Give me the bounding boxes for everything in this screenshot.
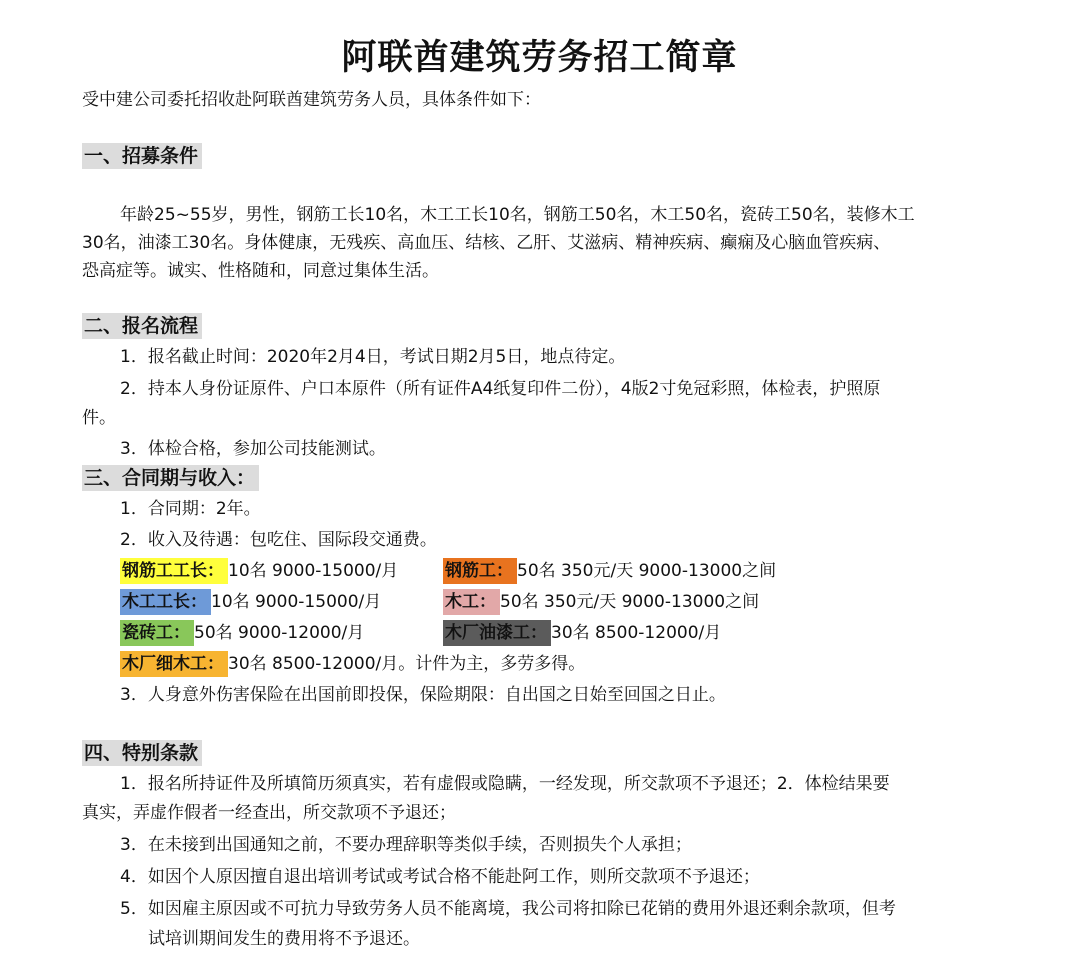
job-label-highlight: 木厂油漆工：	[443, 620, 551, 646]
section4-line-3: 3．在未接到出国通知之前，不要办理辞职等类似手续，否则损失个人承担；	[120, 835, 692, 855]
section4-line-5: 5．如因雇主原因或不可抗力导致劳务人员不能离境，我公司将扣除已花销的费用外退还剩余款项，但考	[120, 899, 896, 919]
page-title: 阿联酋建筑劳务招工简章	[341, 38, 738, 78]
job-rebar-foreman	[120, 558, 398, 584]
section1-line-3: 恐高症等。诚实、性格随和，同意过集体生活。	[82, 261, 439, 281]
job-painter	[443, 620, 721, 646]
job-label-highlight: 钢筋工工长：	[120, 558, 228, 584]
section4-line-2: 真实，弄虚作假者一经查出，所交款项不予退还；	[82, 803, 456, 823]
job-tiler	[120, 620, 364, 646]
section1-heading: 一、招募条件	[82, 143, 202, 169]
job-fine-carpenter	[120, 651, 585, 677]
section3-item-1: 1．合同期：2年。	[120, 499, 261, 519]
section1-line-1: 年龄25~55岁，男性，钢筋工长10名，木工工长10名，钢筋工50名，木工50名，瓷砖工50名，装修木工	[120, 205, 915, 225]
section2-item-1: 1．报名截止时间：2020年2月4日，考试日期2月5日，地点待定。	[120, 347, 626, 367]
section2-item-3: 3．体检合格，参加公司技能测试。	[120, 439, 386, 459]
job-label-highlight: 木工：	[443, 589, 500, 615]
job-rebar-worker	[443, 558, 776, 584]
job-carpenter-foreman	[120, 589, 381, 615]
job-detail: 50名 350元/天 9000-13000之间	[500, 592, 760, 612]
section2-item-2: 2．持本人身份证原件、户口本原件（所有证件A4纸复印件二份），4版2寸免冠彩照，体检表，护照原	[120, 379, 881, 399]
job-detail: 10名 9000-15000/月	[211, 592, 382, 612]
section3-item-2: 2．收入及待遇：包吃住、国际段交通费。	[120, 530, 437, 550]
job-label-highlight: 瓷砖工：	[120, 620, 194, 646]
section4-line-6: 试培训期间发生的费用将不予退还。	[148, 929, 420, 949]
job-label-highlight: 钢筋工：	[443, 558, 517, 584]
job-detail: 50名 350元/天 9000-13000之间	[517, 561, 777, 581]
section4-line-4: 4．如因个人原因擅自退出培训考试或考试合格不能赴阿工作，则所交款项不予退还；	[120, 867, 760, 887]
section3-item-3: 3．人身意外伤害保险在出国前即投保，保险期限：自出国之日始至回国之日止。	[120, 685, 726, 705]
section4-heading: 四、特别条款	[82, 740, 202, 766]
job-detail: 10名 9000-15000/月	[228, 561, 399, 581]
job-label-highlight: 木工工长：	[120, 589, 211, 615]
section2-item-2-cont: 件。	[82, 408, 116, 428]
job-detail: 30名 8500-12000/月。计件为主，多劳多得。	[228, 654, 586, 674]
section4-line-1: 1．报名所持证件及所填简历须真实，若有虚假或隐瞒，一经发现，所交款项不予退还；2．体检结果要	[120, 774, 890, 794]
section1-line-2: 30名，油漆工30名。身体健康，无残疾、高血压、结核、乙肝、艾滋病、精神疾病、癫痫及心脑血管疾病、	[82, 233, 891, 253]
job-label-highlight: 木厂细木工：	[120, 651, 228, 677]
section2-heading: 二、报名流程	[82, 313, 202, 339]
intro-text: 受中建公司委托招收赴阿联酋建筑劳务人员，具体条件如下：	[82, 90, 541, 110]
section3-heading: 三、合同期与收入：	[82, 465, 259, 491]
job-detail: 50名 9000-12000/月	[194, 623, 365, 643]
job-detail: 30名 8500-12000/月	[551, 623, 722, 643]
job-carpenter	[443, 589, 759, 615]
